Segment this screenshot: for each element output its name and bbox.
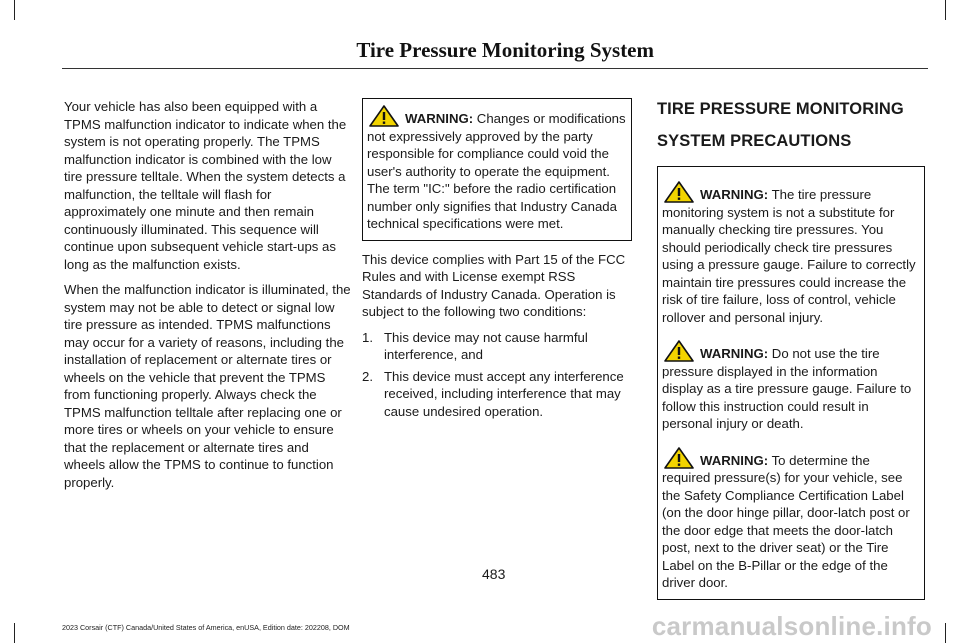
warning-body: Changes or modifications not expressively approved by the party responsible for compliance could void the user's authority to operate the equipment. The term "IC:" before the radio certification number only signifies that Industry Canada technical specifications were met.	[367, 111, 626, 231]
crop-mark	[945, 623, 946, 643]
crop-mark	[945, 0, 946, 20]
list-item	[362, 329, 632, 364]
list-number: 1.	[362, 329, 373, 345]
page-number: 483	[482, 566, 506, 582]
edition-footer: 2023 Corsair (CTF) Canada/United States of America, enUSA, Edition date: 202208, DOM	[62, 623, 350, 632]
section-heading-line: TIRE PRESSURE MONITORING	[657, 100, 904, 118]
list-number: 2.	[362, 368, 373, 384]
section-heading-line: SYSTEM PRECAUTIONS	[657, 132, 852, 150]
warning-label: WARNING:	[405, 111, 474, 126]
watermark: carmanualsonline.info	[651, 611, 932, 641]
warning-triangle-icon	[369, 105, 399, 127]
warning-text	[662, 447, 920, 592]
list-item	[362, 368, 632, 421]
warning-text	[367, 105, 627, 233]
warning-label: WARNING:	[700, 187, 769, 202]
warning-triangle-icon	[664, 340, 694, 362]
section-heading	[657, 98, 925, 152]
column-middle	[362, 98, 632, 424]
warning-text	[662, 181, 920, 326]
list-text: This device must accept any interference received, including interference that may cause undesired operation.	[384, 368, 624, 419]
conditions-list	[362, 329, 632, 421]
warning-box	[362, 98, 632, 241]
crop-mark	[14, 623, 15, 643]
crop-mark	[14, 0, 15, 20]
paragraph: This device complies with Part 15 of the FCC Rules and with License exempt RSS Standards of Industry Canada. Operation is subject to the following two conditions:	[362, 251, 626, 319]
warning-body: Do not use the tire pressure displayed in the information display as a tire pressure gauge. Failure to follow this instruction could result in personal injury or death.	[662, 346, 912, 431]
warning-label: WARNING:	[700, 452, 769, 468]
paragraph: Your vehicle has also been equipped with a TPMS malfunction indicator to indicate when the system is not operating properly. The TPMS malfunction indicator is combined with the low tire pressure telltale. When the system detects a malfunction, the telltale will flash for approximately one minute and then remain continuously illuminated. This sequence will continue upon subsequent vehicle start-ups as long as the malfunction exists.	[64, 99, 347, 272]
warning-box	[657, 166, 925, 600]
header-divider	[62, 68, 928, 69]
paragraph: When the malfunction indicator is illuminated, the system may not be able to detect or signal low tire pressure as intended. TPMS malfunctions may occur for a variety of reasons, including the installation of replacement or alternate tires or wheels on the vehicle that prevent the TPMS from functioning properly. Always check the TPMS malfunction telltale after replacing one or more tires or wheels on your vehicle to ensure that the replacement or alternate tires and wheels allow the TPMS to continue to function properly.	[64, 282, 351, 490]
warning-label: WARNING:	[700, 346, 769, 361]
column-left	[64, 98, 352, 499]
warning-triangle-icon	[664, 181, 694, 203]
warning-text	[662, 340, 920, 433]
list-text: This device may not cause harmful interference, and	[384, 329, 588, 362]
column-right	[657, 98, 925, 610]
page-title: Tire Pressure Monitoring System	[356, 38, 654, 62]
warning-body: To determine the required pressure(s) for your vehicle, see the Safety Compliance Certification Label (on the door hinge pillar, door-latch post or the door edge that meets the door-latch post, next to the driver seat) or the Tire Label on the B-Pillar or the edge of the driver door.	[662, 452, 910, 590]
warning-triangle-icon	[664, 447, 694, 469]
warning-body: The tire pressure monitoring system is not a substitute for manually checking tire pressures. You should periodically check tire pressures using a pressure gauge. Failure to correctly maintain tire pressures could increase the risk of tire failure, loss of control, vehicle rollover and personal injury.	[662, 187, 916, 325]
